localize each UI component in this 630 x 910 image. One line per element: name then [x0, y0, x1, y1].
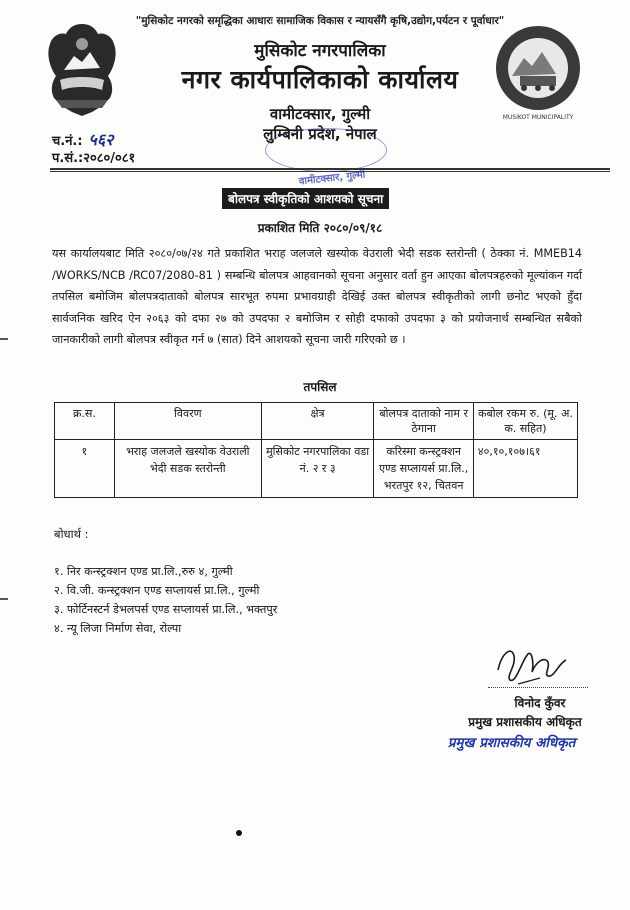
seal-text: MUSIKOT MUNICIPALITY: [502, 114, 574, 121]
signer-name: विनोद कुँवर: [514, 696, 566, 710]
table-heading: तपसिल: [303, 380, 337, 394]
cell-amount: ४०,१०,१०७।६१: [473, 440, 577, 498]
municipality-name: मुसिकोट नगरपालिका: [254, 41, 386, 61]
published-date: प्रकाशित मिति २०८०/०९/१८: [257, 221, 383, 235]
header-motto: "मुसिकोट नगरको समृद्धिका आधारः सामाजिक विकास र न्यायसँगै कृषि,उद्योग,पर्यटन र पूर्वाधार": [135, 15, 505, 27]
list-item: १. निर कन्स्ट्रक्शन एण्ड प्रा.लि.,रुरु ४, गुल्मी: [54, 565, 233, 578]
ink-dot: [236, 830, 242, 836]
cc-label: बोधार्थ :: [54, 527, 89, 541]
designation-stamp: प्रमुख प्रशासकीय अधिकृत: [447, 735, 576, 751]
address-line-1: वामीटक्सार, गुल्मी: [269, 105, 371, 123]
address-line-2: लुम्बिनी प्रदेश, नेपाल: [263, 125, 377, 143]
notice-body: यस कार्यालयबाट मिति २०८०/०७/२४ गते प्रकाशित भराह जलजले खस्योक वेउराली भेदी सडक स्तरोन्ती ( ठेक्का नं. MMEB14 /WORKS/NCB /RC07/2080-81 ) सम्बन्धि बोलपत्र आहवानको सूचना अनुसार वर्ता हुन आएका बोलपत्रहरुको मूल्यांकन गर्दा तपसिल बमोजिम बोलपत्रदाताको बोलपत्र सारभूत रुपमा प्रभावग्राही देखिई उक्त बोलपत्र स्वीकृतीको लागी छनोट भएको हुँदा सार्वजनिक खरिद ऐन २०६३ को दफा २७ को उपदफा २ बमोजिम र सोही दफाको उपदफा ३ को प्रयोजनार्थ सम्बन्धित सबैको जानकारीको लागी बोलपत्र स्वीकृत गर्न ७ (सात) दिने आशयको सूचना जारी गरिएको छ ।: [52, 247, 582, 346]
col-amount: कबोल रकम रु. (मू. अ. क. सहित): [473, 403, 577, 440]
table-row: [55, 440, 578, 498]
chalani-value: ५६२: [88, 130, 114, 149]
col-area: क्षेत्र: [261, 403, 374, 440]
nepal-emblem-logo: [42, 20, 122, 118]
chalani-label: च.नं.:: [52, 134, 83, 149]
col-description: विवरण: [114, 403, 261, 440]
signature-line: [488, 687, 588, 688]
patra-sankhya: प.सं.:२०८०/०८१: [52, 151, 136, 166]
col-bidder: बोलपत्र दाताको नाम र ठेगाना: [374, 403, 473, 440]
chalani-number: [52, 128, 114, 150]
bid-table: [54, 402, 578, 498]
header-divider: [50, 168, 610, 170]
signer-title: प्रमुख प्रशासकीय अधिकृत: [468, 715, 582, 729]
list-item: ४. न्यू लिजा निर्माण सेवा, रोल्पा: [54, 622, 182, 635]
table-header-row: [55, 403, 578, 440]
cell-sn: १: [55, 440, 115, 498]
punch-mark-top: [0, 338, 8, 340]
cell-description: भराह जलजले खस्योक वेउराली भेदी सडक स्तरोन्ती: [114, 440, 261, 498]
cell-bidder: करिस्मा कन्स्ट्रक्शन एण्ड सप्लायर्स प्रा.लि., भरतपुर १२, चितवन: [374, 440, 473, 498]
office-title: नगर कार्यपालिकाको कार्यालय: [181, 65, 459, 94]
signature-mark: [488, 640, 578, 688]
punch-mark-bottom: [0, 598, 8, 600]
list-item: २. वि.जी. कन्स्ट्रक्शन एण्ड सप्लायर्स प्रा.लि., गुल्मी: [54, 584, 260, 597]
col-sn: क्र.स.: [55, 403, 115, 440]
cell-area: मुसिकोट नगरपालिका वडा नं. २ र ३: [261, 440, 374, 498]
cc-list: [54, 562, 277, 638]
notice-title: बोलपत्र स्वीकृतिको आशयको सूचना: [222, 188, 389, 209]
office-stamp-text: वामीटक्सार, गुल्मी: [298, 169, 366, 188]
list-item: ३. फोर्टिनस्टर्न डेभलपर्स एण्ड सप्लायर्स प्रा.लि., भक्तपुर: [54, 603, 278, 616]
header-divider-thin: [50, 171, 610, 172]
